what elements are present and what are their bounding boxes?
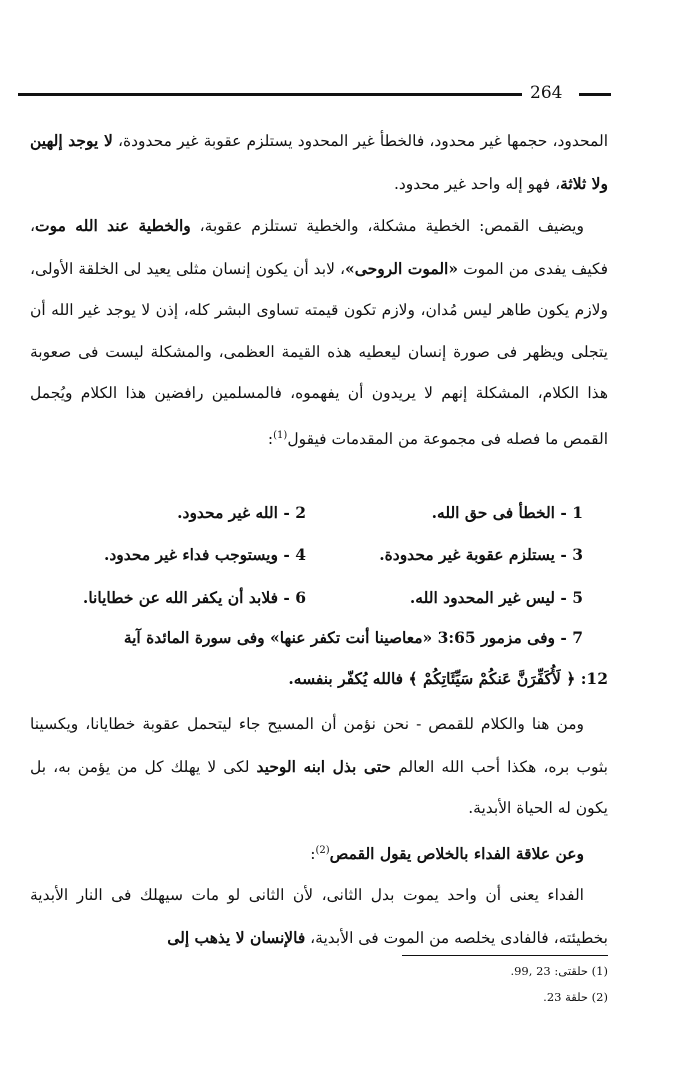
bold-phrase: والخطية عند الله موت xyxy=(35,216,191,235)
header-rule xyxy=(18,93,522,96)
paragraph-5 xyxy=(30,875,608,959)
text-block-top xyxy=(30,120,608,460)
list-item-1: 1 - الخطأ فى حق الله. xyxy=(431,503,583,522)
list-item-4: 4 - ويستوجب فداء غير محدود. xyxy=(103,545,306,564)
header-rule-short xyxy=(579,93,611,96)
footnote-ref: (2) xyxy=(315,844,330,856)
text-block-bottom xyxy=(30,704,608,959)
list-item-2: 2 - الله غير محدود. xyxy=(177,503,306,522)
paragraph-text: ، فهو إله واحد غير محدود. xyxy=(393,174,561,193)
paragraph-text: الفداء يعنى أن واحد يموت بدل الثانى، لأن الثانى لو مات سيهلك فى النار الأبدية بخطيئته، فالفادى يخلصه من الموت فى الأبدية، xyxy=(30,886,608,947)
footnote-rule xyxy=(402,955,608,956)
list-item-3: 3 - يستلزم عقوبة غير محدودة. xyxy=(379,545,583,564)
page-number: 264 xyxy=(530,83,563,103)
footnote-ref: (1) xyxy=(273,429,288,441)
paragraph-4 xyxy=(30,830,608,876)
paragraph-text: : xyxy=(267,429,274,448)
paragraph-text: ، فكيف يفدى من الموت xyxy=(30,217,608,278)
bold-phrase: وعن علاقة الفداء بالخلاص يقول القمص xyxy=(329,843,584,863)
list-item-7-cont: 12: ﴿ لَأُكَفِّرَنَّ عَنكُمْ سَيِّئَاتِكُمْ ﴾ فالله يُكفّر بنفسه. xyxy=(288,669,608,688)
list-item-5: 5 - ليس غير المحدود الله. xyxy=(409,588,583,607)
paragraph-text: ويضيف القمص: الخطية مشكلة، والخطية تستلزم عقوبة، xyxy=(190,217,584,235)
paragraph-text: المحدود، حجمها غير محدود، فالخطأ غير المحدود يستلزم عقوبة غير محدودة، xyxy=(112,132,608,150)
list-item-6: 6 - فلابد أن يكفر الله عن خطايانا. xyxy=(82,588,306,607)
footnote-2: (2) حلقة 23. xyxy=(543,990,608,1004)
footnote-1: (1) حلقتى: 23 ,99. xyxy=(510,964,608,978)
paragraph-text: ، لابد أن يكون إنسان مثلى يعيد لى الخلقة الأولى، ولازم يكون طاهر ليس مُدان، ولازم تكون قيمته تساوى البشر كله، إذن لا يوجد غير الله أن يتجلى ويظهر فى صورة إنسان ليعطيه هذه القيمة العظمى، والمشكلة ليست فى صعوبة هذا الكلام، المشكلة إنهم لا يريدون أن يفهموه، فالمسلمين رافضين هذا الكلام ويُجمل القمص ما فصله فى مجموعة من المقدمات فيقول xyxy=(30,259,608,448)
bold-phrase: لا يوجد إلهين ولا ثلاثة xyxy=(30,131,608,193)
list-item-7: 7 - وفى مزمور 3:65 «معاصينا أنت تكفر عنها» وفى سورة المائدة آية xyxy=(123,628,583,647)
paragraph-3 xyxy=(30,704,608,830)
paragraph-text: : xyxy=(310,844,316,863)
paragraph-text: لكى لا يهلك كل من يؤمن به، بل يكون له الحياة الأبدية. xyxy=(30,757,608,817)
page-header xyxy=(18,80,609,106)
bold-phrase: حتى بذل ابنه الوحيد xyxy=(256,756,392,776)
paragraph-1 xyxy=(30,120,608,205)
bold-phrase: فالإنسان لا يذهب إلى xyxy=(167,927,306,947)
bold-phrase: «الموت الروحى» xyxy=(345,258,459,278)
paragraph-2 xyxy=(30,205,608,460)
paragraph-text: ومن هنا والكلام للقمص - نحن نؤمن أن المسيح جاء ليتحمل عقوبة خطايانا، ويكسينا بثوب بره، هكذا أحب الله العالم xyxy=(30,715,608,776)
